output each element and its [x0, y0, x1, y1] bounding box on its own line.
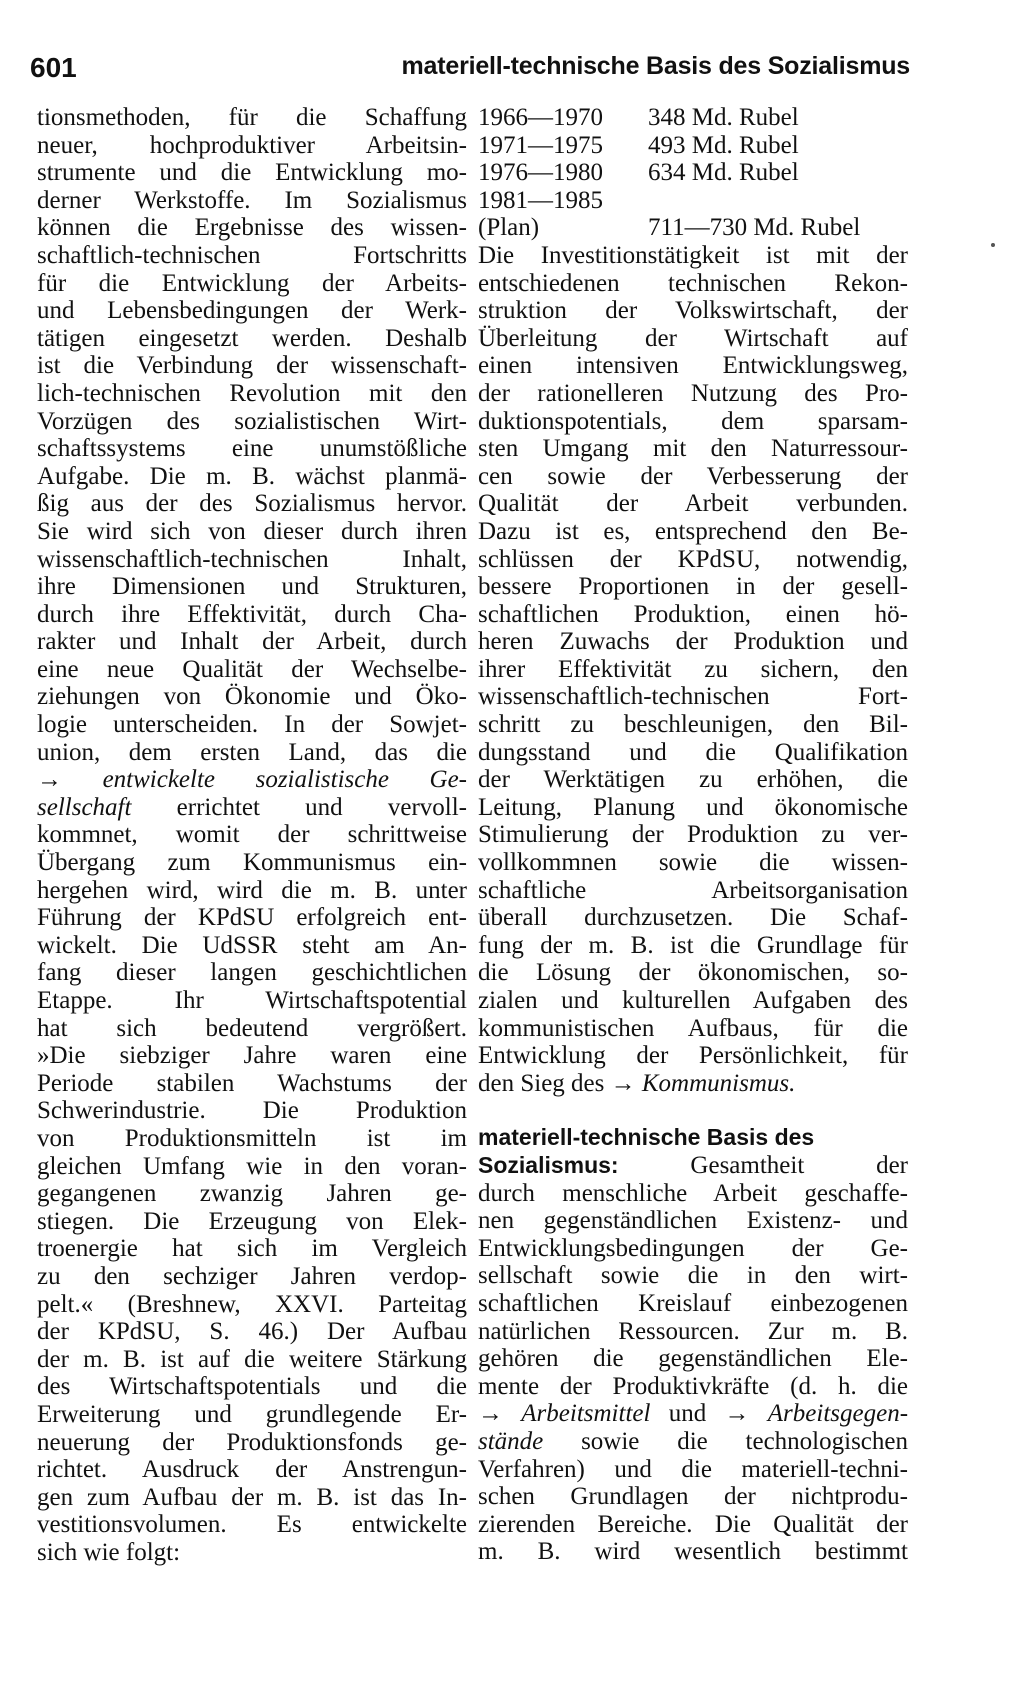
text-fragment: Gesamtheit der [690, 1151, 909, 1179]
text-line: duktionspotentials, dem sparsam- [478, 407, 908, 435]
text-line: Entwicklung der Persönlichkeit, für [478, 1042, 908, 1070]
left-text-block-2 [37, 821, 467, 1538]
text-fragment: errichtet und vervoll- [176, 793, 467, 821]
text-line: durch menschliche Arbeit geschaffe- [478, 1179, 908, 1207]
text-line: schaftlichen Produktion, einen hö- [478, 600, 908, 628]
text-line: bessere Proportionen in der gesell- [478, 573, 908, 601]
text-line: sellschaft sowie die in den wirt- [478, 1262, 908, 1290]
text-fragment: den Sieg des [478, 1069, 605, 1097]
text-line: rakter und Inhalt der Arbeit, durch [37, 628, 467, 656]
right-text-block [478, 242, 908, 1070]
table-cell-period: (Plan) [478, 214, 540, 242]
text-line: zu den sechziger Jahren verdop- [37, 1262, 467, 1290]
text-line: schlüssen der KPdSU, notwendig, [478, 545, 908, 573]
margin-speck [991, 243, 995, 247]
page-number: 601 [30, 52, 77, 83]
text-line: neuerung der Produktionsfonds ge- [37, 1428, 467, 1456]
text-line: schaftlichen Kreislauf einbezogenen [478, 1289, 908, 1317]
text-line: ihrer Effektivität zu sichern, den [478, 655, 908, 683]
text-line: einen intensiven Entwicklungsweg, [478, 352, 908, 380]
text-line: lich-technischen Revolution mit den [37, 379, 467, 407]
text-line: mente der Produktivkräfte (d. h. die [478, 1372, 908, 1400]
text-line: Dazu ist es, entsprechend den Be- [478, 517, 908, 545]
text-line: troenergie hat sich im Vergleich [37, 1235, 467, 1263]
cross-ref-link[interactable]: entwickelte sozialistische Ge- [102, 766, 467, 794]
text-line: eine neue Qualität der Wechselbe- [37, 655, 467, 683]
text-line: gegangenen zwanzig Jahren ge- [37, 1180, 467, 1208]
text-line: m. B. wird wesentlich bestimmt [478, 1538, 908, 1566]
table-cell-period: 1976—1980 [478, 159, 603, 187]
table-cell-period: 1981—1985 [478, 186, 603, 214]
text-line: Die Investitionstätigkeit ist mit der [478, 241, 908, 269]
cross-ref-link-cont[interactable]: sellschaft [37, 793, 132, 821]
text-line: wickelt. Die UdSSR steht am An- [37, 931, 467, 959]
text-line: Verfahren) und die materiell-techni- [478, 1455, 908, 1483]
text-line: nen gegenständlichen Existenz- und [478, 1207, 908, 1235]
text-line: vollkommnen sowie die wissen- [478, 849, 908, 877]
text-line: natürlichen Ressourcen. Zur m. B. [478, 1317, 908, 1345]
text-line: schen Grundlagen der nichtprodu- [478, 1483, 908, 1511]
table-row [478, 159, 908, 187]
text-line: überall durchzusetzen. Die Schaf- [478, 904, 908, 932]
table-row [478, 132, 908, 160]
text-line [37, 766, 467, 794]
text-line: zierenden Bereiche. Die Qualität der [478, 1510, 908, 1538]
text-line: ßig aus der des Sozialismus hervor. [37, 490, 467, 518]
text-line: zialen und kulturellen Aufgaben des [478, 987, 908, 1014]
text-line: Aufgabe. Die m. B. wächst planmä- [37, 462, 467, 490]
text-line: ziehungen von Ökonomie und Öko- [37, 683, 467, 711]
running-head: materiell-technische Basis des Sozialismus [401, 52, 910, 80]
text-line: der rationelleren Nutzung des Pro- [478, 379, 908, 407]
text-line: cen sowie der Verbesserung der [478, 462, 908, 490]
cross-ref-link-cont[interactable]: stände [478, 1427, 544, 1455]
text-line: für die Entwicklung der Arbeits- [37, 269, 467, 297]
headword: materiell-technische Basis des [478, 1124, 815, 1151]
cross-ref-link[interactable]: Kommunismus. [641, 1069, 796, 1097]
text-line: können die Ergebnisse des wissen- [37, 214, 467, 242]
cross-ref-arrow: → [610, 1069, 636, 1097]
dictionary-entry [478, 1124, 908, 1566]
table-cell-period: 1966—1970 [478, 104, 603, 131]
text-line: richtet. Ausdruck der Anstrengun- [37, 1456, 467, 1484]
text-line: »Die siebziger Jahre waren eine [37, 1042, 467, 1070]
text-line: struktion der Volkswirtschaft, der [478, 297, 908, 325]
text-line: ist die Verbindung der wissenschaft- [37, 352, 467, 380]
text-line: fung der m. B. ist die Grundlage für [478, 931, 908, 959]
cross-ref-link[interactable]: Arbeitsmittel [521, 1400, 651, 1428]
text-line: der m. B. ist auf die weitere Stärkung [37, 1345, 467, 1373]
table-cell-value: 634 Md. Rubel [648, 159, 799, 187]
text-fragment: sowie die technologischen [581, 1427, 908, 1455]
text-line: heren Zuwachs der Produktion und [478, 628, 908, 656]
text-line: Entwicklungsbedingungen der Ge- [478, 1234, 908, 1262]
text-line: derner Werkstoffe. Im Sozialismus [37, 186, 467, 214]
text-line: gleichen Umfang wie in den voran- [37, 1152, 467, 1180]
page-header [30, 52, 910, 92]
text-line: Periode stabilen Wachstums der [37, 1069, 467, 1097]
table-cell-value: 493 Md. Rubel [648, 131, 799, 159]
right-column [478, 104, 908, 1566]
text-line: schritt zu beschleunigen, den Bil- [478, 711, 908, 739]
entry-text-block-1 [478, 1180, 908, 1401]
text-line: Leitung, Planung und ökonomische [478, 793, 908, 821]
text-line [478, 1428, 908, 1456]
text-line: Vorzügen des sozialistischen Wirt- [37, 407, 467, 435]
text-line: wissenschaftlich-technischen Inhalt, [37, 545, 467, 573]
text-line-last [478, 1070, 908, 1098]
table-row [478, 187, 908, 215]
headword-line [478, 1152, 908, 1180]
text-line: kommnet, womit der schrittweise [37, 821, 467, 849]
text-line: hergehen wird, wird die m. B. unter [37, 876, 467, 904]
cross-ref-arrow: → [724, 1400, 750, 1428]
text-line: union, dem ersten Land, das die [37, 738, 467, 766]
text-line: logie unterscheiden. In der Sowjet- [37, 711, 467, 739]
text-line: die Lösung der ökonomischen, so- [478, 959, 908, 987]
text-line: Etappe. Ihr Wirtschaftspotential [37, 987, 467, 1014]
text-line-last: sich wie folgt: [37, 1538, 181, 1566]
text-line: der KPdSU, S. 46.) Der Aufbau [37, 1318, 467, 1346]
text-line: Schwerindustrie. Die Produktion [37, 1097, 467, 1125]
text-line: ihre Dimensionen und Strukturen, [37, 573, 467, 601]
table-cell-value: 711—730 Md. Rubel [648, 214, 861, 242]
cross-ref-link[interactable]: Arbeitsgegen- [767, 1400, 909, 1428]
headword-line [478, 1124, 908, 1152]
text-line: Übergang zum Kommunismus ein- [37, 849, 467, 877]
text-line: tionsmethoden, für die Schaffung [37, 104, 467, 131]
text-line: stiegen. Die Erzeugung von Elek- [37, 1207, 467, 1235]
cross-ref-arrow: → [37, 766, 62, 794]
text-line: wissenschaftlich-technischen Fort- [478, 683, 908, 711]
text-line: kommunistischen Aufbaus, für die [478, 1014, 908, 1042]
text-line: Sie wird sich von dieser durch ihren [37, 517, 467, 545]
entry-text-block-2 [478, 1456, 908, 1566]
text-line: fang dieser langen geschichtlichen [37, 959, 467, 987]
text-line: schaftliche Arbeitsorganisation [478, 876, 908, 904]
text-line: gen zum Aufbau der m. B. ist das In- [37, 1483, 467, 1511]
text-line: der Werktätigen zu erhöhen, die [478, 766, 908, 794]
text-line: entschiedenen technischen Rekon- [478, 269, 908, 297]
text-line: neuer, hochproduktiver Arbeitsin- [37, 131, 467, 159]
text-line: Führung der KPdSU erfolgreich ent- [37, 904, 467, 932]
text-line: dungsstand und die Qualifikation [478, 738, 908, 766]
text-line [478, 1400, 908, 1428]
left-column [37, 104, 467, 1566]
text-line: von Produktionsmitteln ist im [37, 1124, 467, 1152]
text-line: Stimulierung der Produktion zu ver- [478, 821, 908, 849]
table-row [478, 104, 908, 132]
text-line: durch ihre Effektivität, durch Cha- [37, 600, 467, 628]
text-line: Qualität der Arbeit verbunden. [478, 490, 908, 518]
text-line: pelt.« (Breshnew, XXVI. Parteitag [37, 1290, 467, 1318]
text-fragment: und [668, 1400, 707, 1428]
investment-table [478, 104, 908, 242]
text-line: tätigen eingesetzt werden. Deshalb [37, 324, 467, 352]
cross-ref-arrow: → [478, 1400, 503, 1428]
text-line: hat sich bedeutend vergrößert. [37, 1014, 467, 1042]
entry-gap [478, 1097, 908, 1124]
left-text-block-1 [37, 104, 467, 766]
text-line: des Wirtschaftspotentials und die [37, 1373, 467, 1401]
text-line: Überleitung der Wirtschaft auf [478, 324, 908, 352]
text-line: schaftssystems eine unumstößliche [37, 435, 467, 463]
text-line [37, 794, 467, 822]
text-line: schaftlich-technischen Fortschritts [37, 241, 467, 269]
text-line: gehören die gegenständlichen Ele- [478, 1345, 908, 1373]
table-cell-value: 348 Md. Rubel [648, 104, 799, 131]
text-line: sten Umgang mit den Naturressour- [478, 435, 908, 463]
table-row [478, 214, 908, 242]
text-line: und Lebensbedingungen der Werk- [37, 297, 467, 325]
text-line: strumente und die Entwicklung mo- [37, 159, 467, 187]
headword-cont: Sozialismus: [478, 1151, 619, 1178]
text-line: vestitionsvolumen. Es entwickelte [37, 1511, 467, 1539]
text-line: Erweiterung und grundlegende Er- [37, 1400, 467, 1428]
table-cell-period: 1971—1975 [478, 131, 603, 159]
